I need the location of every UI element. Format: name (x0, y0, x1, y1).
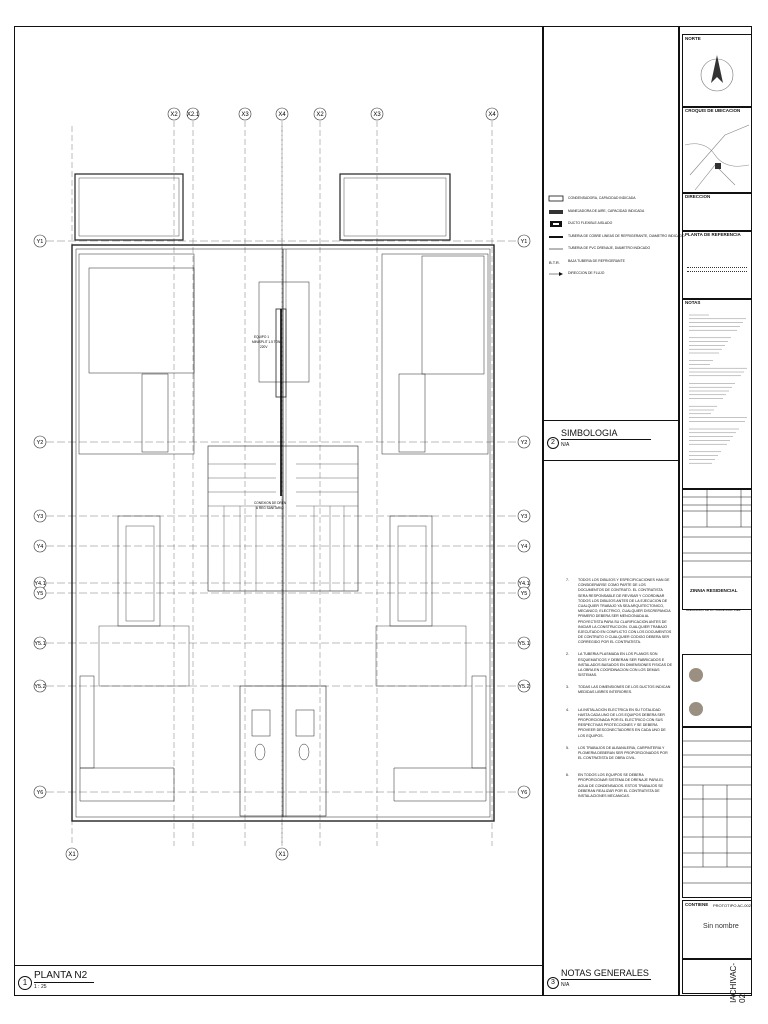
notes-box-text-lines (687, 311, 747, 471)
location-sketch-box (682, 106, 752, 194)
bed-left (89, 268, 194, 373)
legend-symbol-icon (548, 258, 564, 266)
legend-symbol-icon (548, 208, 564, 216)
grid-label-row: Y2 (36, 440, 44, 446)
equipment-label-3: 220V (260, 345, 268, 349)
legend-divider (543, 420, 679, 421)
grid-label-row: Y4.1 (34, 581, 46, 587)
company-logo-icon (687, 663, 705, 723)
plan-scale: 1 : 25 (34, 984, 47, 990)
general-note-number: 7. (566, 578, 569, 582)
north-arrow-icon (697, 49, 737, 99)
address-box (682, 192, 752, 232)
grid-label-row: Y6 (520, 790, 528, 796)
grid-label-top: X3 (373, 112, 381, 118)
floor-plan (14, 26, 544, 971)
drain-label-1: CONEXION DE DREN (254, 501, 287, 505)
balcony-right (340, 174, 450, 240)
panel-divider-1 (542, 26, 544, 996)
plan-title: PLANTA N2 (34, 970, 88, 981)
general-note-text: TODAS LAS DIMENSIONES DE LOS DUCTOS INDICAN MEDIDAS LIBRES INTERIORES. (578, 685, 671, 695)
north-box (682, 34, 752, 108)
notes-title-block (545, 968, 675, 994)
notes-box-label: NOTAS (685, 300, 701, 305)
legend-symbol-icon (548, 220, 564, 228)
grid-label-row: Y5 (520, 591, 528, 597)
legend-item (548, 257, 676, 267)
mechanical-shaft (259, 282, 309, 382)
legend-number: 2 (547, 437, 559, 449)
grid-label-top: X3 (241, 112, 249, 118)
grid-label-top: X2 (316, 112, 324, 118)
client-name: ALEJANDRO DE LA TORRE MARTINEZ (686, 608, 741, 612)
svg-text:B.T.R.: B.T.R. (549, 259, 560, 265)
grid-label-row: Y6 (36, 790, 44, 796)
dining-right (376, 626, 466, 686)
kitchen-right (394, 768, 486, 801)
legend-item-text: DUCTO FLEXIBLE AISLADO (568, 221, 613, 225)
dining-left (99, 626, 189, 686)
contents-name: Sin nombre (703, 923, 739, 930)
sofa-right (390, 516, 432, 626)
grid-label-top: X4 (488, 112, 496, 118)
equipment-label-2: MINISPLIT 1.5 TON (252, 340, 281, 344)
sofa-left (118, 516, 160, 626)
project-box (682, 582, 750, 612)
grid-label-row: Y3 (520, 514, 528, 520)
legend-item-text: TUBERIA DE COBRE LINEAS DE REFRIGERANTE, DIAMETRO INDICADO (568, 233, 685, 238)
reference-plan-box (682, 230, 752, 300)
notes-title: NOTAS GENERALES (561, 968, 649, 978)
grid-label-row: Y5 (36, 591, 44, 597)
grid-label-row: Y4 (520, 544, 528, 550)
bedroom-left (79, 254, 194, 454)
contents-label: CONTIENE (685, 902, 709, 907)
general-note-number: 3. (566, 685, 569, 690)
drain-label-2: A REG SANITARIO (256, 506, 284, 510)
grid-label-bottom: X1 (278, 852, 286, 858)
legend-symbol-icon (548, 195, 564, 203)
grid-label-row: Y1 (520, 239, 528, 245)
reference-plan-label: PLANTA DE REFERENCIA (685, 232, 741, 237)
closet-left (142, 374, 168, 452)
address-label: DIRECCION (685, 194, 711, 199)
grid-label-row: Y5.2 (518, 684, 530, 690)
kitchen-left (80, 768, 174, 801)
general-note-number: 4. (566, 707, 569, 712)
sheet-number-box (682, 958, 752, 1003)
grid-label-top: X4 (278, 112, 286, 118)
general-note-text: LOS TRABAJOS DE ALBANILERIA, CARPINTERIA Y PLOMERIA DEBERAN SER PROPORCIONADOS POR EL CONTRATISTA DE OBRA CIVIL. (578, 745, 668, 760)
legend-item-text: MANEJADORA DE AIRE, CAPACIDAD INDICADA (568, 208, 645, 213)
notes-number: 3 (547, 977, 559, 989)
grid-label-bottom: X1 (68, 852, 76, 858)
balcony-left-inner (79, 178, 179, 236)
project-name: ZINNIA RESIDENCIAL (690, 588, 738, 593)
legend-title: SIMBOLOGIA (561, 428, 618, 438)
contents-box (682, 900, 752, 960)
legend-item (548, 207, 676, 217)
general-note-text: EN TODOS LOS EQUIPOS SE DEBERA PROPORCIONAR SISTEMA DE DRENAJE PARA EL AGUA DE CONDENSADOS. ESTOS TRABAJOS SE DEBERAN REALIZAR POR EL CONTRATISTA DE INSTALACIONES MECANICAS. (578, 773, 664, 798)
notes-divider (543, 460, 679, 461)
grid-label-row: Y5.2 (34, 684, 46, 690)
grid-label-top: X2 (170, 112, 178, 118)
legend-item-text: DIRECCION DE FLUJO (568, 271, 605, 275)
equipment-label-1: EQUIPO 1 (254, 335, 270, 339)
general-note-text: LA TUBERIA PLASMADA EN LOS PLANOS SON ESQUEMATICOS Y DEBERAN SER FABRICADOS E INSTALADOS BASADOS EN DIMENSIONES FISICAS DE LA OBRA EN COORDINACION CON LOS DEMAS SISTEMAS. (578, 652, 672, 678)
general-note (566, 685, 672, 695)
legend-scale: N/A (561, 442, 570, 448)
general-note-number: 6. (566, 773, 569, 778)
building-walls (72, 174, 494, 821)
grid-label-row: Y3 (36, 514, 44, 520)
title-block (680, 26, 752, 1003)
prototype-label: PROTOTIPO AC-002 (713, 903, 751, 908)
general-notes-list (566, 578, 672, 838)
general-note (566, 746, 672, 762)
plan-title-block (14, 965, 542, 997)
balcony-left (75, 174, 183, 240)
legend-item-text: CONDENSADORA, CAPACIDAD INDICADA (568, 196, 636, 200)
legend-item (548, 194, 676, 204)
firm-logo-box (682, 654, 752, 728)
signatures-box (682, 726, 752, 898)
grid-label-row: Y1 (36, 239, 44, 245)
legend-symbol-icon (548, 233, 564, 241)
balcony-right-inner (344, 178, 446, 236)
general-note-number: 2. (566, 652, 569, 657)
bed-right (422, 256, 484, 374)
general-note-text: LA INSTALACION ELECTRICA EN SU TOTALIDAD HASTA CADA UNO DE LOS EQUIPOS DEBERA SER PROPORCIONADA POR EL ELECTRICO CON SUS RESPECTIVAS PROTECCIONES Y SE DEBERA PROVEER DESCONECTADORES EN CADA UNO DE LOS EQUIPOS. (578, 707, 666, 738)
grid-label-row: Y5.1 (34, 641, 46, 647)
general-note (566, 578, 672, 646)
grid-label-row: Y2 (520, 440, 528, 446)
grid-label-top: X2.1 (186, 112, 200, 118)
north-label: NORTE (685, 36, 701, 41)
notes-scale: N/A (561, 982, 570, 988)
grid-label-row: Y4 (36, 544, 44, 550)
notes-box (682, 298, 752, 490)
general-note (566, 652, 672, 678)
grid-columns (66, 108, 498, 860)
location-sketch-label: CROQUIS DE UBICACION (685, 108, 741, 113)
location-map (685, 115, 749, 191)
legend-item-text: TUBERIA DE PVC DRENAJE, DIAMETRO INDICADO (568, 246, 651, 250)
general-note (566, 708, 672, 739)
legend-item (548, 219, 676, 229)
sheet-code: IACHIVAC-02 (729, 963, 747, 1003)
bedroom-right (382, 254, 488, 454)
plan-number: 1 (18, 976, 32, 990)
legend-symbol-icon (548, 270, 564, 278)
grid-label-row: Y5.1 (518, 641, 530, 647)
grid-label-row: Y4.1 (518, 581, 530, 587)
closet-right (399, 374, 425, 452)
legend-item-text: BAJA TUBERIA DE REFRIGERANTE (568, 258, 625, 263)
legend-item (548, 269, 676, 279)
legend-item (548, 244, 676, 254)
legend-title-block (545, 428, 675, 456)
legend-symbol-icon (548, 245, 564, 253)
legend-item (548, 232, 685, 242)
general-note-text: TODOS LOS DIBUJOS Y ESPECIFICACIONES HAN DE CONSIDERARSE COMO PARTE DE LOS DOCUMENTOS DE CONTRATO. EL CONTRATISTA SERA RESPONSABLE DE REVISAR Y COORDINAR TODOS LOS DIBUJOS ANTES DE LA EJECUCION DE CUALQUIER TRABAJO YA SEA ARQUITECTONICO, MECANICO, ELECTRICO, CUALQUIER DISCREPANCIA PRIMERO DEBERA SER MENCIONADA AL PROYECTISTA PARA SU CLARIFICACION ANTES DE INICIAR LA CONSTRUCCION. CUALQUIER TRABAJO EJECUTADO EN CONFLICTO CON LOS DOCUMENTOS DE CONTRATO O CUALQUIER CODIGO DEBERA SER CORREGIDO POR EL CONTRATISTA. (578, 578, 672, 645)
general-note-number: 5. (566, 745, 569, 750)
legend-panel (548, 194, 685, 294)
general-note (566, 773, 672, 799)
